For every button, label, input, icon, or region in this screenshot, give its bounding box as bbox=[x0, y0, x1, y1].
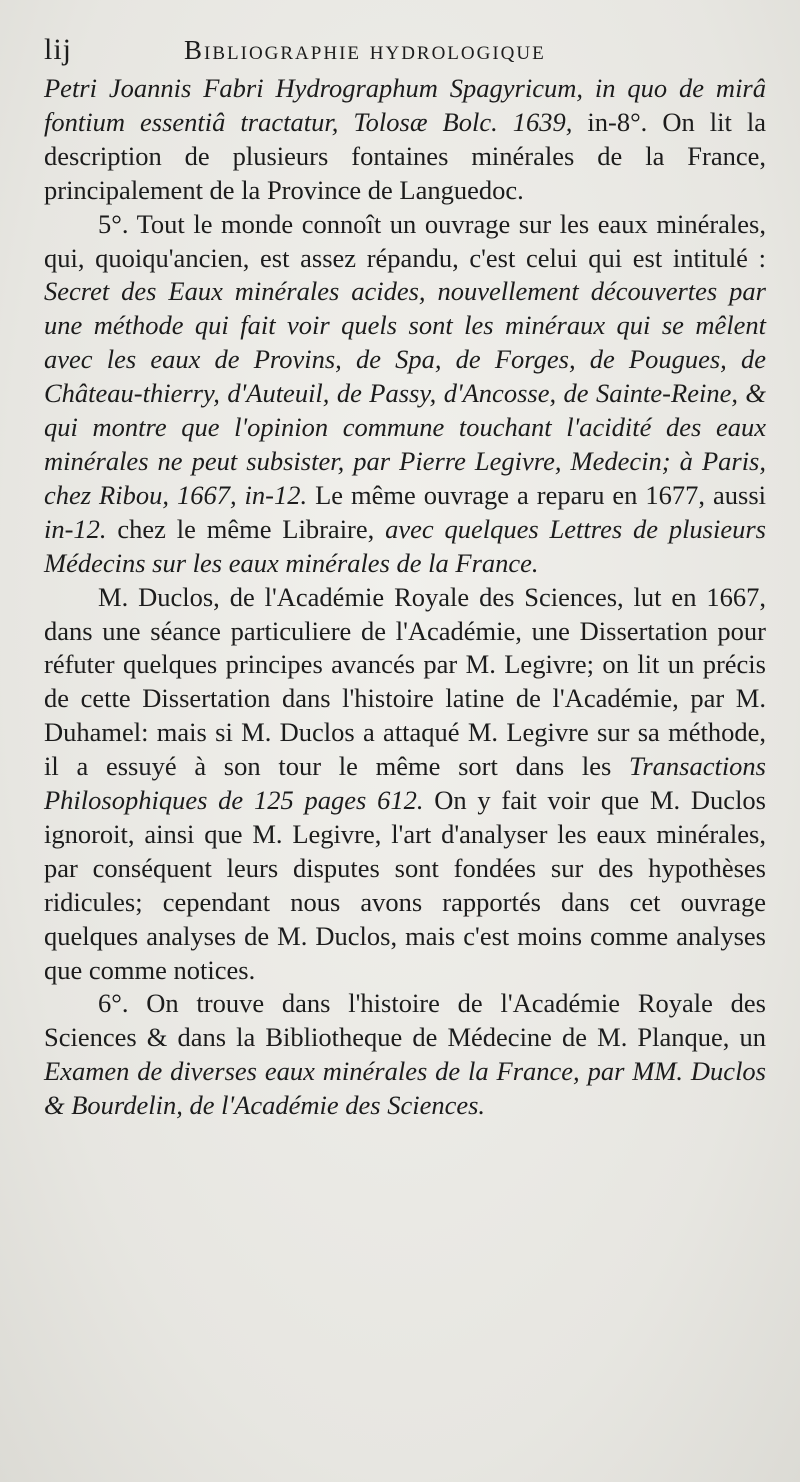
text-segment: Le même ouvrage a reparu en 1677, aussi bbox=[307, 479, 766, 510]
text-segment: 6°. On trouve dans l'histoire de l'Académie Royale des Sciences & dans la Bibliotheque de Médecine de M. Planque, un bbox=[44, 988, 766, 1053]
paragraph-3 bbox=[44, 581, 766, 988]
body-text bbox=[44, 72, 766, 1123]
text-segment: M. Duclos, de l'Académie Royale des Sciences, lut en 1667, dans une séance particuliere de l'Académie, une Dissertation pour réfuter quelques principes avancés par M. Legivre; on lit un précis de cette Dissertation dans l'histoire latine de l'Académie, par M. Duhamel: mais si M. Duclos a attaqué M. Legivre sur sa méthode, il a essuyé à son tour le même sort dans les bbox=[44, 581, 766, 782]
text-segment: Secret des Eaux minérales acides, nouvellement découvertes par une méthode qui fait voir quels sont les minéraux qui se mêlent avec les eaux de Provins, de Spa, de Forges, de Pougues, de Château-thierry, d'Auteuil, de Passy, d'Ancosse, de Sainte-Reine, & qui montre que l'opinion commune touchant l'acidité des eaux minérales ne peut subsister, par Pierre Legivre, Medecin; à Paris, chez Ribou, 1667, in-12. bbox=[44, 276, 766, 510]
text-segment: in-12. bbox=[44, 513, 107, 544]
running-title: Bibliographie hydrologique bbox=[184, 35, 546, 65]
paragraph-4 bbox=[44, 987, 766, 1123]
text-segment: in-8°. On lit la description de plusieurs fontaines minérales de la France, principalement de la Province de Languedoc. bbox=[44, 106, 766, 205]
text-segment: 5°. Tout le monde connoît un ouvrage sur les eaux minérales, qui, quoiqu'ancien, est assez répandu, c'est celui qui est intitulé : bbox=[44, 208, 766, 273]
page-number: lij bbox=[44, 33, 73, 66]
paragraph-2 bbox=[44, 208, 766, 581]
text-segment: Transactions Philosophiques de 125 pages 612. bbox=[44, 751, 766, 816]
text-segment: Examen de diverses eaux minérales de la France, par MM. Duclos & Bourdelin, de l'Académie des Sciences. bbox=[44, 1056, 766, 1121]
running-head bbox=[44, 28, 766, 72]
text-segment: avec quelques Lettres de plusieurs Médecins sur les eaux minérales de la France. bbox=[44, 513, 766, 578]
text-segment: chez le même Libraire, bbox=[106, 513, 386, 544]
text-segment: Petri Joannis Fabri Hydrographum Spagyricum, in quo de mirâ fontium essentiâ tractatur, Tolosæ Bolc. 1639, bbox=[44, 73, 766, 137]
text-segment: On y fait voir que M. Duclos ignoroit, ainsi que M. Legivre, l'art d'analyser les eaux minérales, par conséquent leurs disputes sont fondées sur des hypothèses ridicules; cependant nous avons rapportés dans cet ouvrage quelques analyses de M. Duclos, mais c'est moins comme analyses que comme notices. bbox=[44, 785, 766, 985]
paragraph-1 bbox=[44, 72, 766, 208]
